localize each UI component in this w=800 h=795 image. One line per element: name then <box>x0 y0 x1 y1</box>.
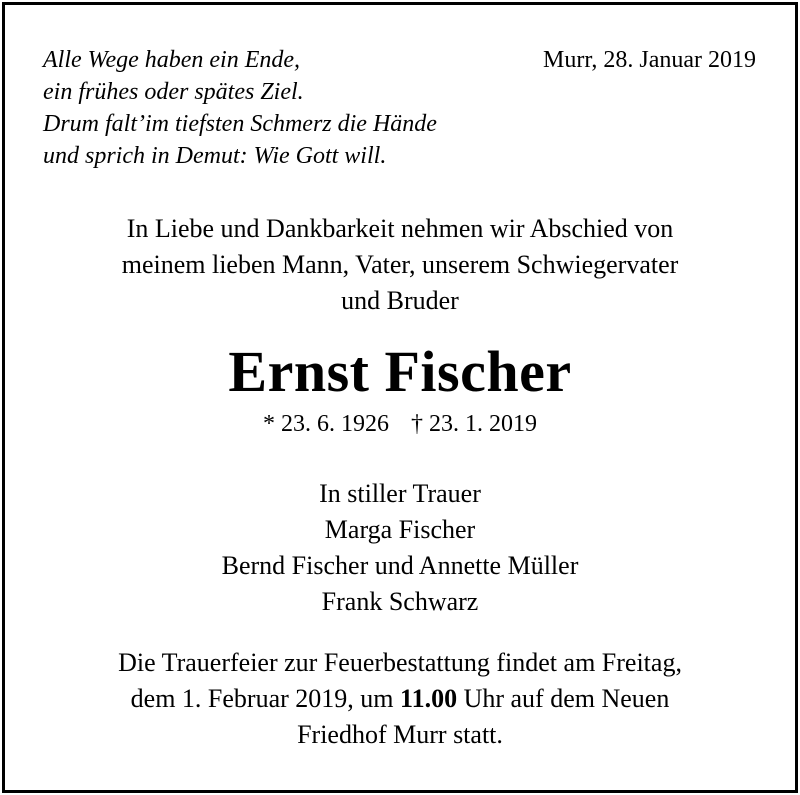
mourner-name: Bernd Fischer und Annette Müller <box>221 551 579 580</box>
death-date: † 23. 1. 2019 <box>411 411 537 437</box>
ceremony-line: Die Trauerfeier zur Feuerbestattung findet am Freitag, <box>118 648 682 677</box>
ceremony-date-text: dem 1. Februar 2019, um <box>130 684 400 713</box>
mourner-name: Frank Schwarz <box>321 587 479 616</box>
life-dates <box>0 408 800 440</box>
ceremony-line <box>0 681 800 717</box>
poem-line: Drum falt’im tiefsten Schmerz die Hände <box>43 111 437 137</box>
poem-verse <box>43 44 437 172</box>
place-and-date: Murr, 28. Januar 2019 <box>543 47 756 73</box>
deceased-name: Ernst Fischer <box>228 339 572 404</box>
birth-date: * 23. 6. 1926 <box>263 411 389 437</box>
intro-line: In Liebe und Dankbarkeit nehmen wir Abschied von <box>126 214 674 243</box>
farewell-intro <box>0 211 800 319</box>
ceremony-notice <box>0 645 800 753</box>
poem-line: Alle Wege haben ein Ende, <box>43 47 301 73</box>
intro-line: meinem lieben Mann, Vater, unserem Schwiegervater <box>121 250 679 279</box>
mourners-heading: In stiller Trauer <box>319 479 481 508</box>
ceremony-time: 11.00 <box>400 684 458 713</box>
intro-line: und Bruder <box>341 286 459 315</box>
poem-line: und sprich in Demut: Wie Gott will. <box>43 143 387 169</box>
mourners-list <box>0 476 800 620</box>
ceremony-line: Friedhof Murr statt. <box>297 720 503 749</box>
mourner-name: Marga Fischer <box>324 515 476 544</box>
poem-line: ein frühes oder spätes Ziel. <box>43 79 304 105</box>
ceremony-location-text: Uhr auf dem Neuen <box>457 684 670 713</box>
